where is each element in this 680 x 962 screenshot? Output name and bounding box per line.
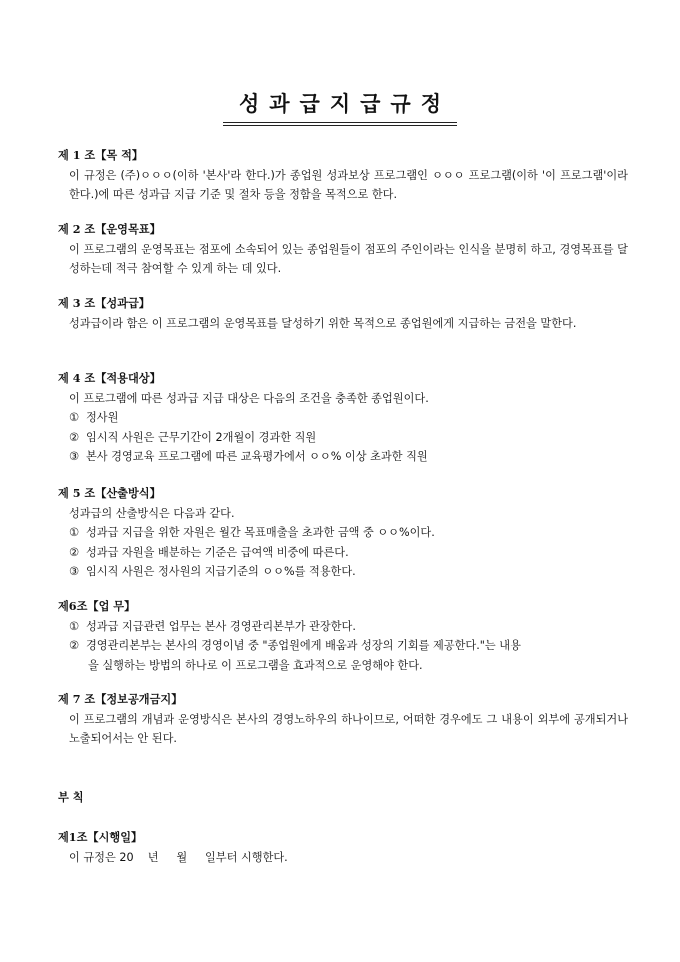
item-text: 임시직 사원은 근무기간이 2개월이 경과한 직원 (86, 430, 317, 444)
item-text: 정사원 (86, 411, 119, 424)
effective-date-text: 이 규정은 20 년 월 일부터 시행한다. (69, 850, 288, 864)
article-6 (58, 597, 628, 675)
article-paragraph: 이 프로그램의 개념과 운영방식은 본사의 경영노하우의 하나이므로, 어떠한 경우에도 그 내용이 외부에 공개되거나 노출되어서는 안 된다. (69, 712, 628, 745)
article-heading: 제1조【시행일】 (58, 830, 143, 844)
item-number: ② (69, 430, 80, 444)
list-item (58, 428, 628, 448)
article-heading: 제6조【업 무】 (58, 599, 136, 613)
article-intro: 성과급의 산출방식은 다음과 같다. (69, 506, 235, 520)
item-number: ① (69, 526, 80, 539)
article-heading: 제 2 조【운영목표】 (58, 222, 161, 236)
article-paragraph: 이 프로그램의 운영목표는 점포에 소속되어 있는 종업원들이 점포의 주인이라는 인식을 분명히 하고, 경영목표를 달성하는데 적극 참여할 수 있게 하는 데 있다. (69, 242, 628, 275)
addendum-title (58, 788, 628, 808)
item-continuation: 을 실행하는 방법의 하나로 이 프로그램을 효과적으로 운영해야 한다. (88, 658, 423, 672)
article-5 (58, 484, 628, 582)
list-item (58, 562, 628, 582)
article-7 (58, 690, 628, 749)
item-text: 본사 경영교육 프로그램에 따른 교육평가에서 ㅇㅇ% 이상 초과한 직원 (86, 450, 428, 463)
item-text: 경영관리본부는 본사의 경영이념 중 "종업원에게 배움과 성장의 기회를 제공한다."는 내용 (86, 639, 521, 652)
article-1 (58, 146, 628, 205)
title-block (0, 88, 680, 123)
list-item (58, 447, 628, 467)
item-text: 성과급 자원을 배분하는 기준은 급여액 비중에 따른다. (86, 545, 349, 559)
list-item (58, 636, 628, 656)
article-heading: 제 3 조【성과급】 (58, 296, 150, 310)
article-heading: 제 7 조【정보공개금지】 (58, 692, 183, 706)
item-number: ① (69, 619, 80, 633)
item-number: ③ (69, 565, 80, 578)
item-number: ② (69, 639, 80, 652)
item-number: ③ (69, 450, 80, 463)
list-item (58, 543, 628, 563)
list-item (58, 523, 628, 543)
article-paragraph: 이 규정은 (주)ㅇㅇㅇ(이하 '본사'라 한다.)가 종업원 성과보상 프로그램인 ㅇㅇㅇ 프로그램(이하 '이 프로그램'이라 한다.)에 따른 성과급 지급 기준 및 절차 등을 정함을 목적으로 한다. (69, 168, 628, 201)
article-3 (58, 294, 628, 333)
item-number: ① (69, 411, 80, 424)
item-number: ② (69, 545, 80, 559)
article-heading: 제 4 조【적용대상】 (58, 371, 161, 385)
article-2 (58, 220, 628, 279)
article-heading: 제 5 조【산출방식】 (58, 486, 161, 500)
article-heading: 제 1 조【목 적】 (58, 148, 144, 162)
item-text: 성과급 지급을 위한 자원은 월간 목표매출을 초과한 금액 중 ㅇㅇ%이다. (86, 526, 435, 539)
document-title: 성과급지급규정 (223, 88, 457, 123)
item-text: 임시직 사원은 정사원의 지급기준의 ㅇㅇ%를 적용한다. (86, 565, 356, 578)
article-intro: 이 프로그램에 따른 성과급 지급 대상은 다음의 조건을 충족한 종업원이다. (69, 391, 429, 405)
article-paragraph: 성과급이라 함은 이 프로그램의 운영목표를 달성하기 위한 목적으로 종업원에게 지급하는 금전을 말한다. (69, 316, 577, 330)
list-item (58, 617, 628, 637)
addendum-heading: 부 칙 (58, 790, 84, 804)
list-item (58, 408, 628, 428)
addendum-article-1 (58, 828, 628, 867)
item-text: 성과급 지급관련 업무는 본사 경영관리본부가 관장한다. (86, 619, 356, 633)
article-4 (58, 369, 628, 467)
